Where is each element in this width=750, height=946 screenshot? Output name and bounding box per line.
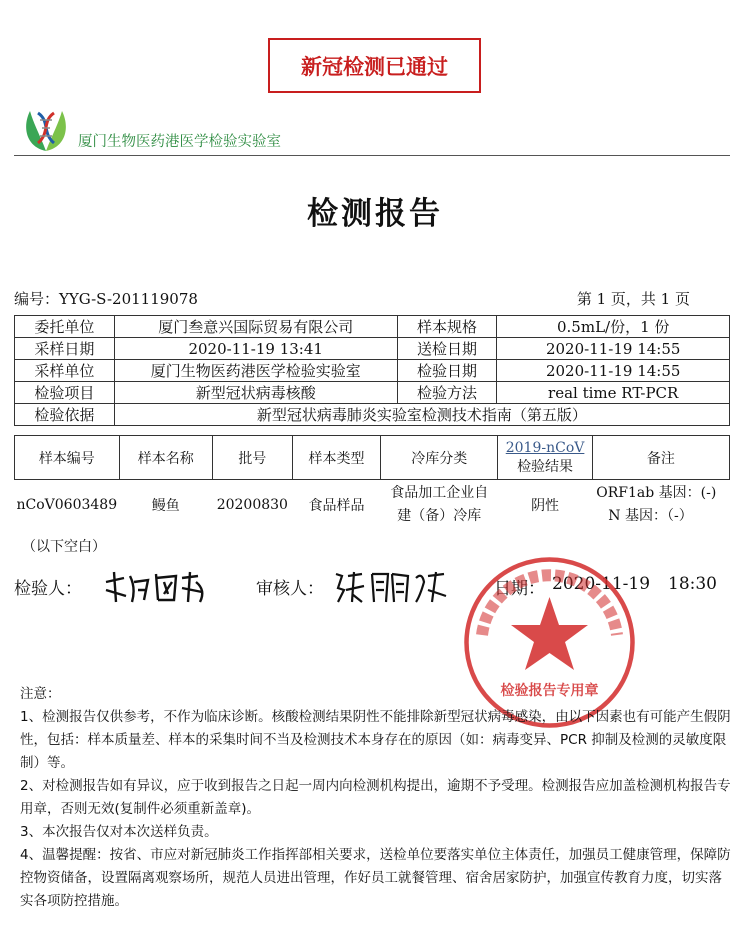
inspector-signature xyxy=(102,568,212,606)
report-number: 编号：YYG-S-201119078 xyxy=(14,290,198,308)
lab-header xyxy=(20,103,281,155)
sample-unit-label: 采样单位 xyxy=(15,360,115,382)
test-date-value: 2020-11-19 14:55 xyxy=(497,360,730,382)
spec-value: 0.5mL/份，1 份 xyxy=(497,316,730,338)
table-row xyxy=(15,404,730,426)
cell-result: 阴性 xyxy=(531,497,560,514)
col-sample-name: 样本名称 xyxy=(119,436,212,480)
inspector-label: 检验人： xyxy=(14,579,82,599)
cell-remark xyxy=(592,480,729,530)
col-sample-type: 样本类型 xyxy=(292,436,381,480)
remark-line-2: N 基因：（-） xyxy=(608,507,693,524)
table-row xyxy=(15,360,730,382)
method-label: 检验方法 xyxy=(397,382,497,404)
reviewer-signature xyxy=(332,568,450,606)
sample-date-label: 采样日期 xyxy=(15,338,115,360)
test-date-label: 检验日期 xyxy=(397,360,497,382)
date-label: 日期： xyxy=(494,579,545,599)
send-date-value: 2020-11-19 14:55 xyxy=(497,338,730,360)
cell-storage xyxy=(381,480,498,530)
remark-line-1: ORF1ab 基因：(-) xyxy=(596,485,717,502)
page-title: 检测报告 xyxy=(307,196,443,232)
time-value: 18:30 xyxy=(668,574,717,594)
reviewer-label: 审核人： xyxy=(256,579,324,599)
stamp-text: 检验报告专用章 xyxy=(500,683,599,699)
lab-name: 厦门生物医药港医学检验实验室 xyxy=(78,133,281,150)
col-batch: 批号 xyxy=(212,436,292,480)
storage-line-2: 建（备）冷库 xyxy=(397,507,482,524)
sample-unit-value: 厦门生物医药港医学检验实验室 xyxy=(114,360,397,382)
lab-logo-icon xyxy=(20,103,72,155)
page-info: 第 1 页，共 1 页 xyxy=(576,290,690,308)
table-header-row xyxy=(15,436,730,480)
note-item: 4、温馨提醒：按省、市应对新冠肺炎工作指挥部相关要求，送检单位要落实单位主体责任，加强员工健康管理，保障防控物资储备，设置隔离观察场所，规范人员进出管理，作好员工就餐管理、宿舍居家防护，加强宣传教育力度，切实落实各项防控措施。 xyxy=(20,847,731,909)
approval-banner: 新冠检测已通过 xyxy=(268,38,481,93)
note-item: 3、本次报告仅对本次送样负责。 xyxy=(20,824,218,840)
client-value: 厦门叁意兴国际贸易有限公司 xyxy=(114,316,397,338)
info-table xyxy=(14,315,730,426)
cell-batch: 20200830 xyxy=(216,496,288,513)
results-table xyxy=(14,435,730,530)
col-result-bottom: 检验结果 xyxy=(517,458,574,475)
blank-note: （以下空白） xyxy=(22,539,106,555)
sample-date-value: 2020-11-19 13:41 xyxy=(114,338,397,360)
cell-sample-type: 食品样品 xyxy=(308,497,365,514)
report-meta xyxy=(14,288,690,309)
date-value: 2020-11-19 xyxy=(552,574,651,594)
basis-value: 新型冠状病毒肺炎实验室检测技术指南（第五版） xyxy=(114,404,729,426)
storage-line-1: 食品加工企业自 xyxy=(390,485,489,502)
table-row xyxy=(15,382,730,404)
cell-sample-no: nCoV0603489 xyxy=(16,496,118,513)
table-row xyxy=(15,480,730,530)
client-label: 委托单位 xyxy=(15,316,115,338)
item-value: 新型冠状病毒核酸 xyxy=(114,382,397,404)
cell-sample-name: 鳗鱼 xyxy=(151,497,180,514)
item-label: 检验项目 xyxy=(15,382,115,404)
method-value: real time RT-PCR xyxy=(497,382,730,404)
col-result xyxy=(498,436,592,480)
notes-heading: 注意： xyxy=(20,686,61,702)
table-row xyxy=(15,338,730,360)
header-divider xyxy=(14,155,730,156)
send-date-label: 送检日期 xyxy=(397,338,497,360)
col-sample-no: 样本编号 xyxy=(15,436,120,480)
col-remark: 备注 xyxy=(592,436,729,480)
note-item: 2、对检测报告如有异议，应于收到报告之日起一周内向检测机构提出，逾期不予受理。检测报告应加盖检测机构报告专用章，否则无效(复制件必须重新盖章)。 xyxy=(20,778,731,817)
table-row xyxy=(15,316,730,338)
col-result-top: 2019-nCoV xyxy=(505,439,585,456)
basis-label: 检验依据 xyxy=(15,404,115,426)
notes-section xyxy=(20,683,732,913)
col-storage: 冷库分类 xyxy=(381,436,498,480)
note-item: 1、检测报告仅供参考，不作为临床诊断。核酸检测结果阴性不能排除新型冠状病毒感染，由以下因素也有可能产生假阴性，包括：样本质量差、样本的采集时间不当及检测技术本身存在的原因（如：病毒变异、PCR 抑制及检测的灵敏度限制）等。 xyxy=(20,709,731,771)
spec-label: 样本规格 xyxy=(397,316,497,338)
